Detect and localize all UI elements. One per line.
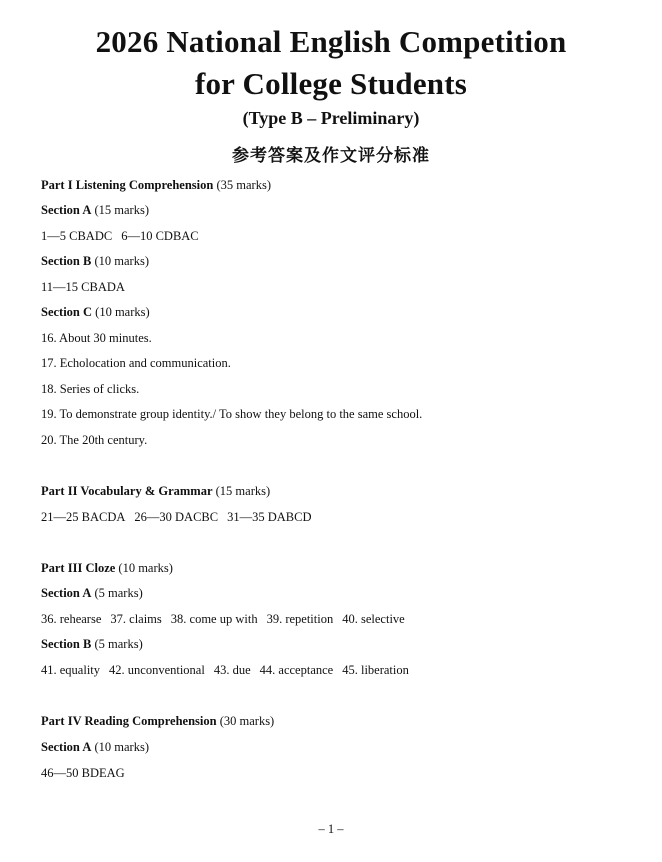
part4-heading: Part IV Reading Comprehension — [41, 714, 217, 728]
part1-secA-line — [41, 202, 149, 218]
part3-secB-line — [41, 636, 143, 652]
part3-secB-answers — [41, 662, 409, 678]
part2-marks: (15 marks) — [215, 484, 271, 498]
part1-marks: (35 marks) — [216, 178, 271, 192]
answer-item: 41. equality — [41, 663, 101, 677]
answer-group: 26—30 DACBC — [134, 510, 219, 524]
answer-group: 46—50 BDEAG — [41, 766, 125, 780]
part1-secA-label: Section A — [41, 203, 92, 217]
chinese-title: 参考答案及作文评分标准 — [232, 146, 430, 166]
answer-item: 36. rehearse — [41, 612, 102, 626]
page-number: – 1 – — [318, 822, 344, 836]
answer-item: 38. come up with — [170, 612, 258, 626]
part4-heading-line — [41, 713, 274, 729]
part1-secB-label: Section B — [41, 254, 92, 268]
part1-secC-line — [41, 304, 150, 320]
answer-item: 16. About 30 minutes. — [41, 331, 152, 345]
part1-secC-marks: (10 marks) — [95, 305, 150, 319]
answer-item: 37. claims — [110, 612, 162, 626]
part3-secB-marks: (5 marks) — [94, 637, 143, 651]
answer-item: 43. due — [213, 663, 251, 677]
part1-heading: Part I Listening Comprehension — [41, 178, 214, 192]
part3-heading-line — [41, 560, 173, 576]
part3-heading: Part III Cloze — [41, 561, 116, 575]
title-line-2: for College Students — [194, 66, 468, 101]
part3-secA-line — [41, 585, 143, 601]
title-line-1: 2026 National English Competition — [95, 24, 567, 59]
answer-item: 20. The 20th century. — [41, 433, 148, 447]
answer-item: 18. Series of clicks. — [41, 382, 140, 396]
answer-item: 44. acceptance — [259, 663, 334, 677]
part3-marks: (10 marks) — [118, 561, 173, 575]
part1-secC-label: Section C — [41, 305, 93, 319]
answer-group: 21—25 BACDA — [41, 510, 126, 524]
part1-secB-line — [41, 253, 149, 269]
part3-secB-label: Section B — [41, 637, 92, 651]
part1-secA-marks: (15 marks) — [94, 203, 149, 217]
part4-secA-label: Section A — [41, 740, 92, 754]
answer-item: 45. liberation — [342, 663, 409, 677]
part4-secA-answers — [41, 765, 125, 781]
part1-secB-marks: (10 marks) — [94, 254, 149, 268]
part4-secA-line — [41, 739, 149, 755]
part1-heading-line — [41, 177, 271, 193]
part2-answers — [41, 509, 311, 525]
part2-heading-line — [41, 483, 270, 499]
answer-item: 40. selective — [342, 612, 405, 626]
part4-marks: (30 marks) — [219, 714, 275, 728]
part1-secA-answers — [41, 228, 199, 244]
part4-secA-marks: (10 marks) — [94, 740, 149, 754]
answer-group: 31—35 DABCD — [227, 510, 312, 524]
part1-secB-answers — [41, 279, 125, 295]
part3-secA-answers — [41, 611, 405, 627]
answer-item: 17. Echolocation and communication. — [41, 356, 231, 370]
answer-group: 11—15 CBADA — [41, 280, 125, 294]
subtitle: (Type B – Preliminary) — [242, 108, 420, 128]
answer-item: 19. To demonstrate group identity./ To show they belong to the same school. — [41, 407, 423, 421]
part2-heading: Part II Vocabulary & Grammar — [41, 484, 213, 498]
part3-secA-marks: (5 marks) — [94, 586, 143, 600]
answer-group: 6—10 CDBAC — [121, 229, 199, 243]
part3-secA-label: Section A — [41, 586, 92, 600]
answer-item: 42. unconventional — [109, 663, 205, 677]
answer-item: 39. repetition — [266, 612, 334, 626]
answer-group: 1—5 CBADC — [41, 229, 113, 243]
